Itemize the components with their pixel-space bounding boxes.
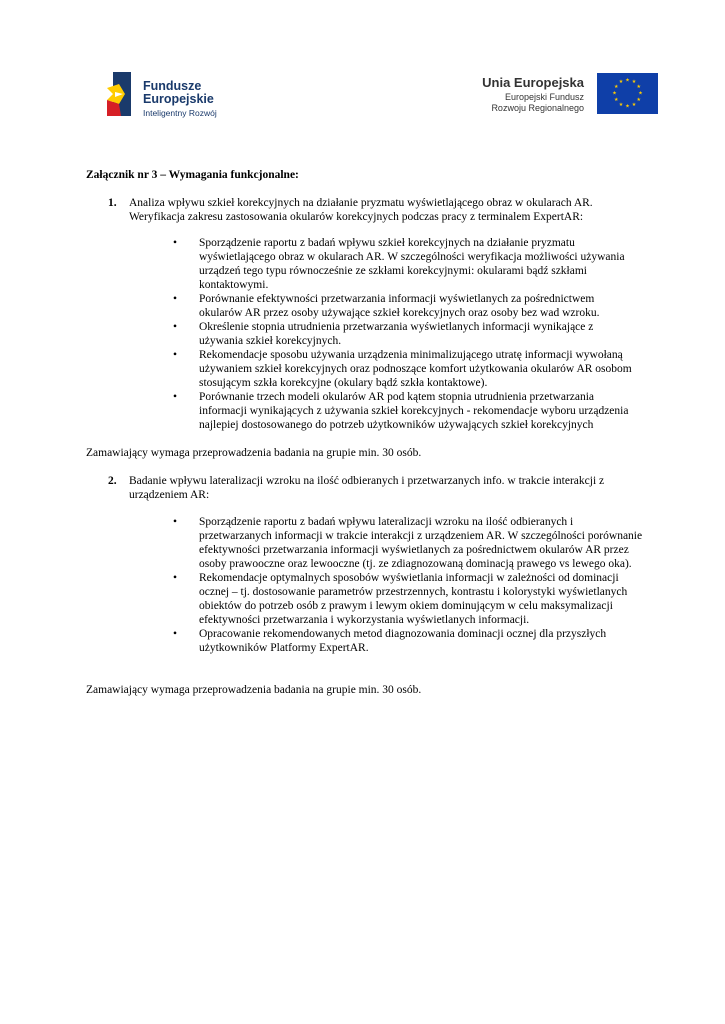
section-1-number: 1. <box>108 197 117 209</box>
unia-europejska-logo <box>480 72 660 116</box>
eu-flag-icon <box>597 73 658 114</box>
list-item: • Rekomendacje optymalnych sposobów wyświetlania informacji w zależności od dominacji ocznej – tj. dostosowanie parametrów przestrzennych, kontrastu i kolorystyki wyświetlanych obiektów do potrzeb osób z prawym i lewym okiem dominującym w celu maksymalizacji efektywności przetwarzania i wykorzystania wyświetlanych informacji. <box>173 572 628 626</box>
bullet-icon: • <box>173 293 178 305</box>
left-logo-line3: Inteligentny Rozwój <box>143 108 217 118</box>
svg-text:★: ★ <box>625 77 630 84</box>
section-1-bullet-list <box>173 236 633 432</box>
svg-text:★: ★ <box>618 79 624 86</box>
bullet-icon: • <box>173 628 178 640</box>
list-item: • Sporządzenie raportu z badań wpływu lateralizacji wzroku na ilość odbieranych i przetwarzanych informacji w trakcie interakcji z urządzeniem AR. W szczególności porównanie efektywności przetwarzania informacji wyświetlanych za pośrednictwem okularów AR przez osoby prawooczne oraz lewooczne (tj. ze zdiagnozowaną dominacją prawego vs lewego oka). <box>173 516 643 570</box>
bullet-icon: • <box>173 237 178 249</box>
bullet-icon: • <box>173 391 178 403</box>
bullet-icon: • <box>173 572 178 584</box>
svg-text:★: ★ <box>612 90 617 97</box>
svg-text:★: ★ <box>636 97 642 103</box>
svg-text:★: ★ <box>618 101 624 108</box>
left-logo-line1: Fundusze <box>143 79 202 93</box>
svg-text:★: ★ <box>613 97 619 103</box>
svg-text:★: ★ <box>636 83 642 90</box>
bullet-icon: • <box>173 516 178 528</box>
section-2-number: 2. <box>108 475 117 487</box>
list-item: • Określenie stopnia utrudnienia przetwarzania wyświetlanych informacji wynikające z używania szkieł korekcyjnych. <box>173 321 594 347</box>
svg-text:★: ★ <box>638 90 643 97</box>
fundusze-europejskie-logo <box>107 70 237 120</box>
svg-text:★: ★ <box>631 79 637 86</box>
section-2-bullet-list <box>173 515 643 655</box>
fundusze-europejskie-star-icon <box>107 70 135 118</box>
list-item: • Sporządzenie raportu z badań wpływu szkieł korekcyjnych na działanie pryzmatu wyświetlającego obraz w okularach AR. W szczególności weryfikacja możliwości używania urządzeń tego typu równocześnie ze szkłami korekcyjnymi: okularami bądź szkłami kontaktowymi. <box>173 237 625 291</box>
svg-text:★: ★ <box>613 83 619 90</box>
section-2-note: Zamawiający wymaga przeprowadzenia badania na grupie min. 30 osób. <box>86 684 422 696</box>
bullet-icon: • <box>173 349 178 361</box>
right-logo-line3: Rozwoju Regionalnego <box>491 103 584 113</box>
section-2-title: Badanie wpływu lateralizacji wzroku na ilość odbieranych i przetwarzanych info. w trakcie interakcji z urządzeniem AR: <box>129 475 605 501</box>
page-title: Załącznik nr 3 – Wymagania funkcjonalne: <box>86 169 299 181</box>
list-item: • Porównanie trzech modeli okularów AR pod kątem stopnia utrudnienia przetwarzania informacji wynikających z używania szkieł korekcyjnych - rekomendacje wyboru urządzenia najlepiej dostosowanego do potrzeb użytkowników używających szkieł korekcyjnych <box>173 391 629 431</box>
left-logo-line2: Europejskie <box>143 92 214 106</box>
svg-text:★: ★ <box>625 103 630 110</box>
section-1-note: Zamawiający wymaga przeprowadzenia badania na grupie min. 30 osób. <box>86 447 422 459</box>
list-item: • Rekomendacje sposobu używania urządzenia minimalizującego utratę informacji wywołaną używaniem szkieł korekcyjnych oraz podnoszące komfort użytkowania okularów AR osobom stosującym szkła korekcyjne (okulary bądź szkła kontaktowe). <box>173 349 632 389</box>
section-1-title: Analiza wpływu szkieł korekcyjnych na działanie pryzmatu wyświetlającego obraz w okularach AR. Weryfikacja zakresu zastosowania okularów korekcyjnych podczas pracy z terminalem ExpertAR: <box>129 197 593 223</box>
bullet-icon: • <box>173 321 178 333</box>
svg-text:★: ★ <box>631 101 637 108</box>
right-logo-line1: Unia Europejska <box>482 75 584 90</box>
list-item: • Opracowanie rekomendowanych metod diagnozowania dominacji ocznej dla przyszłych użytkowników Platformy ExpertAR. <box>173 628 607 654</box>
right-logo-line2: Europejski Fundusz <box>504 92 584 102</box>
list-item: • Porównanie efektywności przetwarzania informacji wyświetlanych za pośrednictwem okularów AR przez osoby używające szkieł korekcyjnych oraz osoby bez wad wzroku. <box>173 293 600 319</box>
